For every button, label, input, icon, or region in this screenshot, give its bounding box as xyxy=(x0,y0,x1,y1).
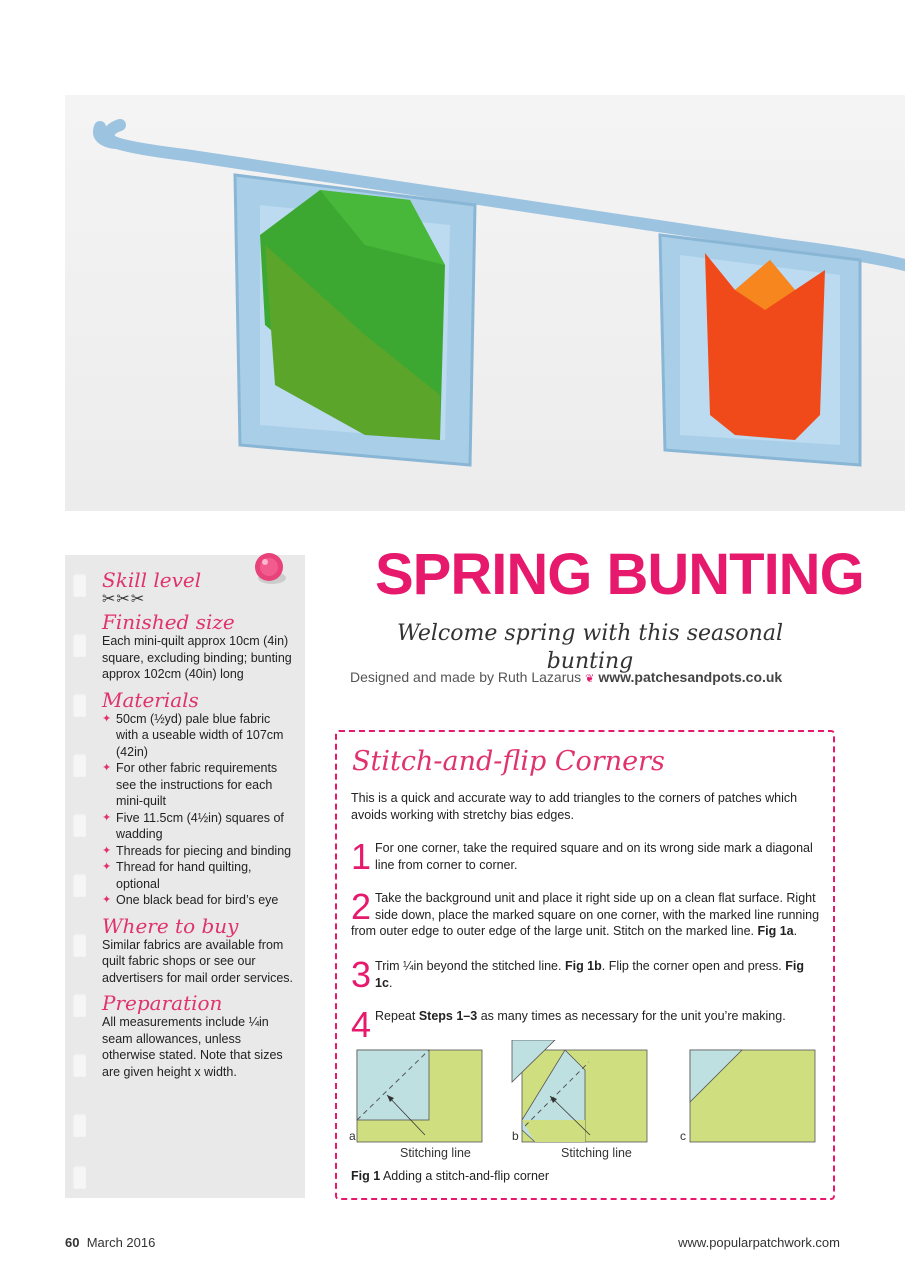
technique-intro: This is a quick and accurate way to add triangles to the corners of patches which avoids working with stretchy bias edges. xyxy=(351,791,798,822)
notebook-hole xyxy=(72,993,86,1017)
bunting-photo xyxy=(65,95,905,511)
star-bullet-icon: ✦ xyxy=(102,894,112,906)
step-number: 4 xyxy=(351,1004,372,1045)
materials-heading: Materials xyxy=(102,687,199,712)
technique-title: Stitch-and-flip Corners xyxy=(352,746,665,777)
page-number: 60 xyxy=(65,1235,80,1250)
preparation-text: All measurements include ¼in seam allowances, unless otherwise stated. Note that sizes are given height x width. xyxy=(102,1015,283,1079)
finished-size-text: Each mini-quilt approx 10cm (4in) square, excluding binding; bunting approx 102cm (40in) long xyxy=(102,634,292,681)
notebook-holes xyxy=(65,555,95,1198)
fig-1a xyxy=(349,1050,482,1160)
fig-label-a: a xyxy=(349,1129,356,1143)
list-item: ✦ Five 11.5cm (4½in) squares of wadding xyxy=(102,810,284,841)
fig-1b xyxy=(512,1040,647,1160)
where-to-buy-text: Similar fabrics are available from quilt fabric shops or see our advertisers for mail order services. xyxy=(102,937,294,985)
step-2: 2 Take the background unit and place it right side up on a clean flat surface. Right side down, place the marked square on one corner, with the marked line running from outer edge to outer edge of the large unit. Stitch on the marked line. Fig 1a. xyxy=(351,886,820,938)
notebook-hole xyxy=(72,573,86,597)
materials-list xyxy=(102,711,295,909)
figure-caption: Fig 1 Adding a stitch-and-flip corner xyxy=(351,1169,550,1183)
preparation-heading: Preparation xyxy=(102,991,223,1015)
designer-website-link[interactable]: www.patchesandpots.co.uk xyxy=(598,669,783,685)
list-item: ✦ For other fabric requirements see the instructions for each mini-quilt xyxy=(102,761,278,808)
sidebar-panel xyxy=(65,555,305,1198)
notebook-hole xyxy=(72,1113,86,1137)
step-4: 4 Repeat Steps 1–3 as many times as necessary for the unit you’re making. xyxy=(351,1004,786,1045)
list-item: ✦ 50cm (½yd) pale blue fabric with a useable width of 107cm (42in) xyxy=(102,711,284,759)
footer-website-link[interactable]: www.popularpatchwork.com xyxy=(678,1235,840,1250)
notebook-hole xyxy=(72,633,86,657)
fig-1c xyxy=(680,1050,815,1143)
article-title: SPRING BUNTING xyxy=(375,542,864,607)
list-item: ✦ Thread for hand quilting, optional xyxy=(102,860,252,891)
notebook-hole xyxy=(72,933,86,957)
step-1: 1 For one corner, take the required square and on its wrong side mark a diagonal line from corner to corner. xyxy=(351,836,813,877)
star-bullet-icon: ✦ xyxy=(102,811,112,824)
notebook-hole xyxy=(72,873,86,897)
heart-icon: ❦ xyxy=(585,673,595,685)
finished-size-heading: Finished size xyxy=(102,610,235,634)
stitching-line-label: Stitching line xyxy=(561,1146,632,1160)
designer-credit xyxy=(350,667,830,689)
fig-1-diagram xyxy=(345,1040,825,1165)
list-item: ✦ One black bead for bird’s eye xyxy=(102,893,279,907)
skill-level-heading: Skill level xyxy=(102,568,202,592)
notebook-hole xyxy=(72,1165,86,1189)
star-bullet-icon: ✦ xyxy=(102,712,112,725)
page-footer-left xyxy=(65,1235,155,1250)
bunting-illustration xyxy=(65,95,905,511)
step-number: 1 xyxy=(351,836,372,877)
step-3: 3 Trim ¼in beyond the stitched line. Fig 1b. Flip the corner open and press. Fig 1c. xyxy=(351,954,804,995)
notebook-hole xyxy=(72,753,86,777)
list-item: ✦ Threads for piecing and binding xyxy=(102,843,292,858)
tulip-flag xyxy=(660,235,860,465)
star-bullet-icon: ✦ xyxy=(102,861,112,873)
stitching-line-label: Stitching line xyxy=(400,1146,471,1160)
notebook-hole xyxy=(72,1053,86,1077)
where-to-buy-heading: Where to buy xyxy=(102,913,239,938)
skill-rating-scissors-icon: ✂✂✂ xyxy=(102,591,146,608)
star-bullet-icon: ✦ xyxy=(102,844,112,857)
step-number: 3 xyxy=(351,954,372,995)
star-bullet-icon: ✦ xyxy=(102,762,112,774)
leaf-flag xyxy=(235,175,475,465)
step-number: 2 xyxy=(351,886,372,927)
notebook-hole xyxy=(72,693,86,717)
issue-date: March 2016 xyxy=(86,1235,156,1250)
article-subtitle: Welcome spring with this seasonal bunting xyxy=(397,621,783,674)
fig-label-b: b xyxy=(512,1129,519,1143)
fig-label-c: c xyxy=(680,1129,686,1143)
notebook-hole xyxy=(72,813,86,837)
credit-text: Designed and made by Ruth Lazarus xyxy=(350,669,582,685)
pushpin-icon xyxy=(245,545,295,595)
